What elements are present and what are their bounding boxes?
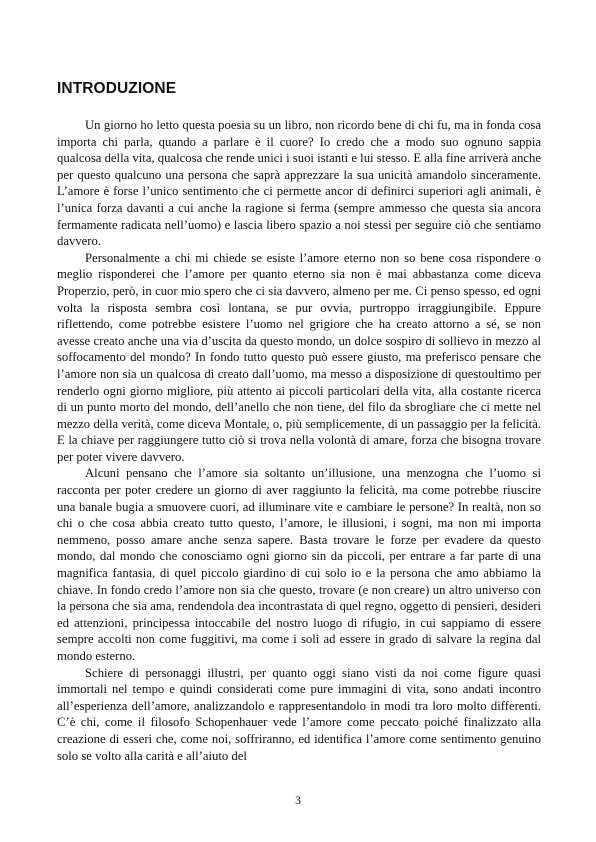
paragraph: Alcuni pensano che l’amore sia soltanto un’illusione, una menzogna che l’uomo si racconta per poter credere un giorno di aver raggiunto la felicità, ma come potrebbe riuscire una banale bugia a smuovere cuori, ad illuminare vite e cambiare le persone? In realtà, non so chi o che cosa abbia creato tutto questo, l’amore, le illusioni, i sogni, ma non mi importa nemmeno, posso amare anche senza sapere. Basta trovare le forze per evadere da questo mondo, dal mondo che conosciamo ogni giorno sin da piccoli, per entrare a far parte di una magnifica fantasia, di quel piccolo giardino di cui solo io e la persona che amo abbiamo la chiave. In fondo credo l’amore non sia che questo, trovare (e non creare) un altro universo con la persona che sia ama, rendendola dea incontrastata di quel regno, oggetto di pensieri, desideri ed attenzioni, principessa intoccabile del nostro luogo di rifugio, in cui sappiamo di essere sempre accolti non come fuggitivi, ma come i soli ad essere in grado di salvare la regina dal mondo esterno. — [57, 466, 541, 663]
section-heading: INTRODUZIONE — [57, 80, 177, 97]
page-number: 3 — [295, 795, 301, 807]
paragraph: Schiere di personaggi illustri, per quanto oggi siano visti da noi come figure quasi immortali nel tempo e quindi considerati come pure immagini di vita, sono andati incontro all’esperienza dell’amore, analizzandolo e rappresentandolo in modi tra loro molto differenti. C’è chi, come il filosofo Schopenhauer vede l’amore come peccato poiché finalizzato alla creazione di esseri che, come noi, soffriranno, ed identifica l’amore come sentimento genuino solo se volto alla carità e all’aiuto del — [57, 665, 541, 763]
body-text — [57, 117, 541, 764]
paragraph: Un giorno ho letto questa poesia su un libro, non ricordo bene di chi fu, ma in fonda cosa importa chi parla, quando a parlare è il cuore? Io credo che a modo suo ognuno sappia qualcosa della vita, qualcosa che rende unici i suoi istanti e lui stesso. E alla fine arriverà anche per questo qualcuno una persona che saprà apprezzare la sua unicità amandolo sinceramente. L’amore è forse l’unico sentimento che ci permette ancor di definirci superiori agli animali, è l’unica forza davanti a cui anche la ragione si ferma (sempre ammesso che questa sia ancora fermamente radicata nell’uomo) e lascia libero spazio a noi stessi per seguire ciò che sentiamo davvero. — [57, 118, 541, 249]
paragraph: Personalmente a chi mi chiede se esiste l’amore eterno non so bene cosa rispondere o meglio risponderei che l’amore per quanto eterno sia non è mai abbastanza come diceva Properzio, però, in cuor mio spero che ci sia davvero, almeno per me. Ci penso spesso, ed ogni volta la risposta sembra così lontana, se pur ovvia, purtroppo irraggiungibile. Eppure riflettendo, come potrebbe esistere l’uomo nel grigiore che ha creato attorno a sé, se non avesse creato anche una via d’uscita da questo mondo, un dolce sospiro di sollievo in mezzo al soffocamento del mondo? In fondo tutto questo può essere giusto, ma preferisco pensare che l’amore non sia un qualcosa di creato dall’uomo, ma messo a disposizione di questoultimo per renderlo ogni giorno migliore, più attento ai piccoli particolari della vita, alla costante ricerca di un punto morto del mondo, dell’anello che non tiene, del filo da sbrogliare che ci mette nel mezzo della verità, come diceva Montale, o, più semplicemente, di un passaggio per la felicità. E la chiave per raggiungere tutto ciò si trova nella volontà di amare, forza che bisogna trovare per poter vivere davvero. — [57, 250, 541, 464]
